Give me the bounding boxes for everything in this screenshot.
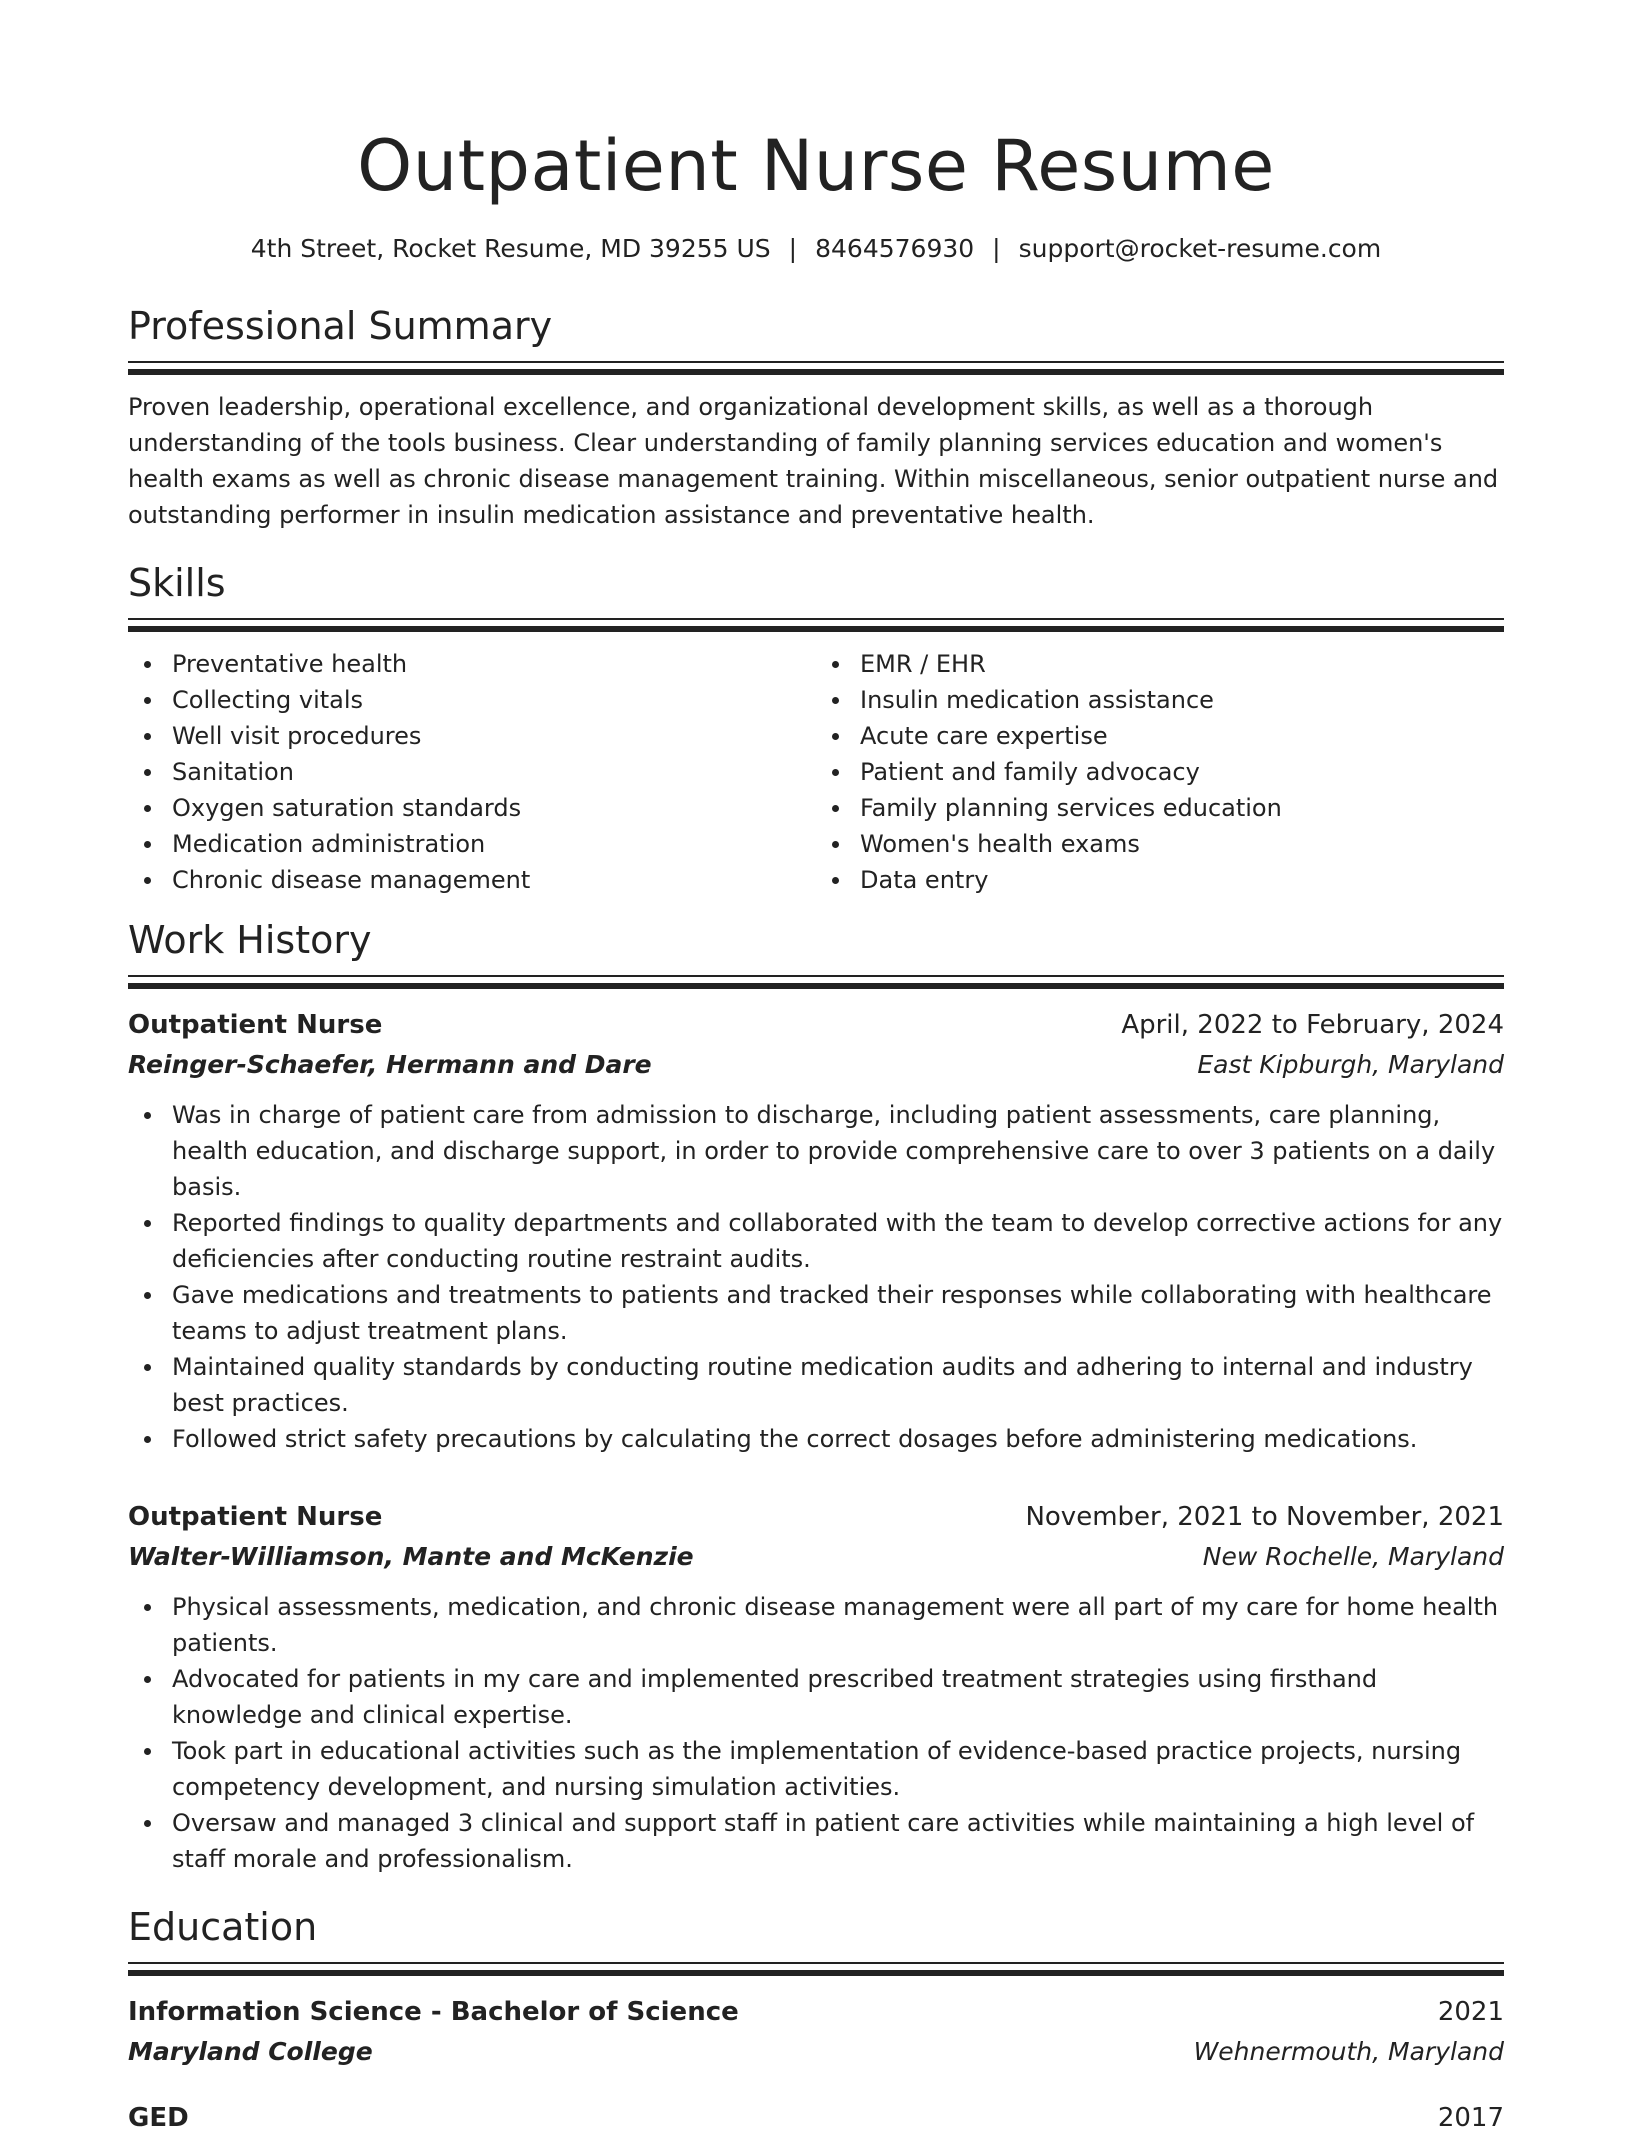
job-bullets: [128, 1589, 1504, 1877]
skill-item: Insulin medication assistance: [860, 682, 1504, 718]
job-title: Outpatient Nurse: [128, 1502, 383, 1532]
skills-left-list: [128, 646, 816, 898]
education-location: Wehnermouth, Maryland: [1193, 2037, 1504, 2066]
skill-item: Preventative health: [172, 646, 816, 682]
skill-item: Chronic disease management: [172, 862, 816, 898]
education-subheader: [128, 2032, 1504, 2072]
education-section: [128, 1903, 1504, 2138]
section-divider: [128, 361, 1504, 375]
resume-name: Outpatient Nurse Resume: [357, 125, 1275, 207]
education-header: [128, 1992, 1504, 2032]
skill-item: EMR / EHR: [860, 646, 1504, 682]
contact-address: 4th Street, Rocket Resume, MD 39255 US: [250, 234, 771, 263]
section-title-summary: Professional Summary: [128, 304, 553, 348]
education-school: Maryland College: [128, 2037, 373, 2066]
job-bullet: Oversaw and managed 3 clinical and support staff in patient care activities while maintaining a high level of staff morale and professionalism.: [172, 1805, 1504, 1877]
skill-item: Women's health exams: [860, 826, 1504, 862]
section-title-education: Education: [128, 1905, 318, 1949]
job-header: [128, 1005, 1504, 1045]
summary-text: Proven leadership, operational excellence, and organizational development skills, as well as a thorough understanding of the tools business. Clear understanding of family planning services education and women's health exams as well as chronic disease management training. Within miscellaneous, senior outpatient nurse and outstanding performer in insulin medication assistance and preventative health.: [128, 393, 1499, 529]
job-subheader: [128, 1045, 1504, 1085]
skill-item: Sanitation: [172, 754, 816, 790]
resume-page: [128, 0, 1504, 2138]
job-company: Reinger-Schaefer, Hermann and Dare: [128, 1050, 652, 1079]
job-bullet: Reported findings to quality departments and collaborated with the team to develop corrective actions for any deficiencies after conducting routine restraint audits.: [172, 1205, 1504, 1277]
skill-item: Well visit procedures: [172, 718, 816, 754]
job-entry: [128, 1497, 1504, 1877]
skill-item: Patient and family advocacy: [860, 754, 1504, 790]
section-title-work-history: Work History: [128, 918, 372, 962]
contact-separator: |: [992, 234, 1001, 263]
section-title-skills: Skills: [128, 561, 226, 605]
section-divider: [128, 975, 1504, 989]
job-bullet: Took part in educational activities such as the implementation of evidence-based practice projects, nursing competency development, and nursing simulation activities.: [172, 1733, 1504, 1805]
education-entry: [128, 2098, 1504, 2138]
job-entry: [128, 1005, 1504, 1457]
skill-item: Acute care expertise: [860, 718, 1504, 754]
contact-email: support@rocket-resume.com: [1018, 234, 1382, 263]
job-bullet: Followed strict safety precautions by calculating the correct dosages before administering medications.: [172, 1421, 1504, 1457]
job-location: East Kipburgh, Maryland: [1197, 1050, 1504, 1079]
job-bullet: Gave medications and treatments to patients and tracked their responses while collaborating with healthcare teams to adjust treatment plans.: [172, 1277, 1504, 1349]
contact-separator: |: [788, 234, 798, 263]
skills-right-list: [816, 646, 1504, 898]
skill-item: Data entry: [860, 862, 1504, 898]
job-bullet: Maintained quality standards by conducting routine medication audits and adhering to internal and industry best practices.: [172, 1349, 1504, 1421]
job-bullet: Was in charge of patient care from admission to discharge, including patient assessments, care planning, health education, and discharge support, in order to provide comprehensive care to over 3 patients on a daily basis.: [172, 1097, 1504, 1205]
skill-item: Collecting vitals: [172, 682, 816, 718]
job-company: Walter-Williamson, Mante and McKenzie: [128, 1542, 694, 1571]
job-header: [128, 1497, 1504, 1537]
job-bullet: Advocated for patients in my care and implemented prescribed treatment strategies using firsthand knowledge and clinical expertise.: [172, 1661, 1504, 1733]
education-year: 2021: [1437, 1997, 1504, 2027]
work-history-section: [128, 916, 1504, 1877]
skills-columns: [128, 646, 1504, 898]
job-title: Outpatient Nurse: [128, 1010, 383, 1040]
education-year: 2017: [1437, 2103, 1504, 2133]
job-bullet: Physical assessments, medication, and chronic disease management were all part of my care for home health patients.: [172, 1589, 1504, 1661]
skill-item: Medication administration: [172, 826, 816, 862]
job-bullets: [128, 1097, 1504, 1457]
education-header: [128, 2098, 1504, 2138]
education-degree: Information Science - Bachelor of Science: [128, 1997, 739, 2027]
section-divider: [128, 1962, 1504, 1976]
job-dates: April, 2022 to February, 2024: [1121, 1010, 1504, 1040]
job-dates: November, 2021 to November, 2021: [1025, 1502, 1504, 1532]
section-divider: [128, 618, 1504, 632]
contact-phone: 8464576930: [815, 234, 975, 263]
skill-item: Family planning services education: [860, 790, 1504, 826]
education-degree: GED: [128, 2103, 189, 2133]
education-entry: [128, 1992, 1504, 2072]
skills-section: [128, 559, 1504, 898]
professional-summary-section: [128, 302, 1504, 533]
contact-line: [128, 234, 1504, 264]
job-location: New Rochelle, Maryland: [1202, 1542, 1504, 1571]
skill-item: Oxygen saturation standards: [172, 790, 816, 826]
job-subheader: [128, 1537, 1504, 1577]
